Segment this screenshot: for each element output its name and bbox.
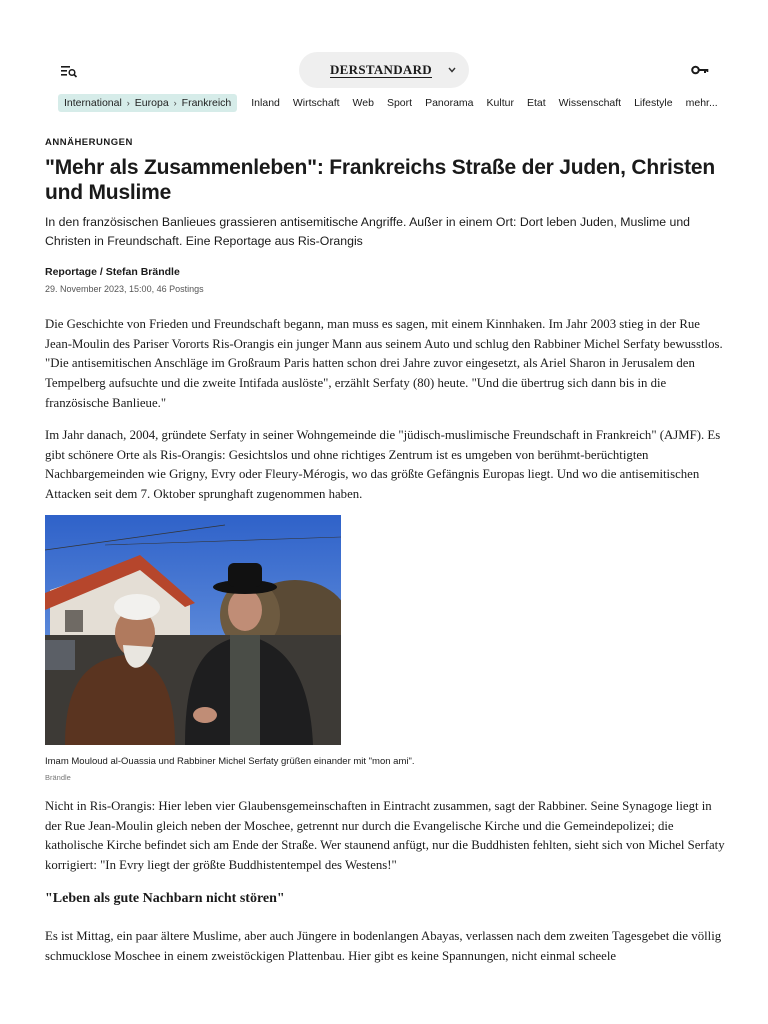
photo-illustration <box>45 515 341 745</box>
breadcrumb-item-international[interactable]: International <box>64 97 122 109</box>
breadcrumb-item-frankreich[interactable]: Frankreich <box>181 97 232 109</box>
postings-link[interactable]: 46 Postings <box>156 284 204 294</box>
article-paragraph: Die Geschichte von Frieden und Freundschaft begann, man muss es sagen, mit einem Kinnhaken. Im Jahr 2003 stieg in der Rue Jean-Moulin des Pariser Vororts Ris-Orangis ein junger Mann aus seinem Auto und schlug den Rabbiner Michel Serfaty bewusstlos. "Die antisemitischen Anschläge im Großraum Paris hatten schon drei Jahre zuvor eingesetzt, als Ariel Sharon in Jerusalem den Tempelberg aufsuchte und die zweite Intifada auslöste", erzählt Serfaty (80) heute. "Und die übertrug sich dann bis in die französische Banlieue." <box>45 317 723 410</box>
breadcrumb-item-europa[interactable]: Europa <box>134 97 169 109</box>
nav-item-web[interactable]: Web <box>352 97 374 109</box>
photo-credit: Brändle <box>45 773 71 782</box>
publish-date: 29. November 2023, 15:00, <box>45 284 157 294</box>
section-nav <box>58 93 731 113</box>
article-paragraph: Im Jahr danach, 2004, gründete Serfaty in seiner Wohngemeinde die "jüdisch-muslimische Freundschaft in Frankreich" (AJMF). Es gibt schönere Orte als Ris-Orangis: Gesichtslos und ohne richtiges Zentrum ist es umgeben von berühmt-berüchtigten Nachbargemeinden wie Grigny, Evry oder Fleury-Mérogis, wo das größte Gefängnis Europas liegt. Und wo die antisemitischen Attacken seit dem 7. Oktober sprunghaft zugenommen haben. <box>45 428 721 502</box>
nav-item-kultur[interactable]: Kultur <box>486 97 514 109</box>
nav-item-lifestyle[interactable]: Lifestyle <box>634 97 673 109</box>
nav-item-wirtschaft[interactable]: Wirtschaft <box>292 97 340 109</box>
byline-prefix: Reportage / <box>45 266 106 278</box>
article-photo[interactable] <box>45 515 341 745</box>
nav-item-wissenschaft[interactable]: Wissenschaft <box>558 97 622 109</box>
breadcrumb-separator: › <box>126 98 130 108</box>
nav-item-panorama[interactable]: Panorama <box>425 97 474 109</box>
breadcrumb-separator: › <box>173 98 177 108</box>
article-paragraph: Nicht in Ris-Orangis: Hier leben vier Glaubensgemeinschaften in Eintracht zusammen, sagt der Rabbiner. Seine Synagoge liegt in der Rue Jean-Moulin gleich neben der Moschee, getrennt nur durch die Evangelische Kirche und die Gemeindepolizei; die katholische Kirche befindet sich am Ende der Straße. Wer staunend anfügt, nur die Buddhisten fehlten, sieht sich von Michel Serfaty korrigiert: "In Evry liegt der größte Buddhistentempel des Westens!" <box>45 799 725 873</box>
logo-button[interactable] <box>299 52 469 88</box>
article-paragraph: Es ist Mittag, ein paar ältere Muslime, aber auch Jüngere in bodenlangen Abayas, verlassen nach dem zweiten Tagesgebet die völlig schmucklose Moschee in einem zweistöckigen Plattenbau. Hier gibt es keine Spannungen, nicht einmal scheele <box>45 929 722 963</box>
site-header <box>0 50 768 90</box>
article-subheading: "Leben als gute Nachbarn nicht stören" <box>45 891 285 906</box>
dateline <box>45 284 204 294</box>
site-logo: DERSTANDARD <box>329 61 432 77</box>
chevron-down-icon <box>447 65 457 75</box>
photo-caption: Imam Mouloud al-Ouassia und Rabbiner Michel Serfaty grüßen einander mit "mon ami". <box>45 756 415 767</box>
menu-search-icon[interactable] <box>60 64 78 78</box>
article-kicker: ANNÄHERUNGEN <box>45 137 133 148</box>
article-headline: "Mehr als Zusammenleben": Frankreichs Straße der Juden, Christen und Muslime <box>45 156 715 204</box>
key-icon[interactable] <box>691 64 709 76</box>
article-lead: In den französischen Banlieues grassieren antisemitische Angriffe. Außer in einem Ort: Dort leben Juden, Muslime und Christen in Freundschaft. Eine Reportage aus Ris-Orangis <box>45 215 691 248</box>
nav-item-etat[interactable]: Etat <box>526 97 546 109</box>
author-link[interactable]: Stefan Brändle <box>105 266 180 278</box>
breadcrumb <box>58 94 237 112</box>
nav-item-more[interactable]: mehr... <box>685 97 718 109</box>
byline <box>45 266 180 278</box>
nav-item-inland[interactable]: Inland <box>251 97 280 109</box>
nav-item-sport[interactable]: Sport <box>386 97 413 109</box>
